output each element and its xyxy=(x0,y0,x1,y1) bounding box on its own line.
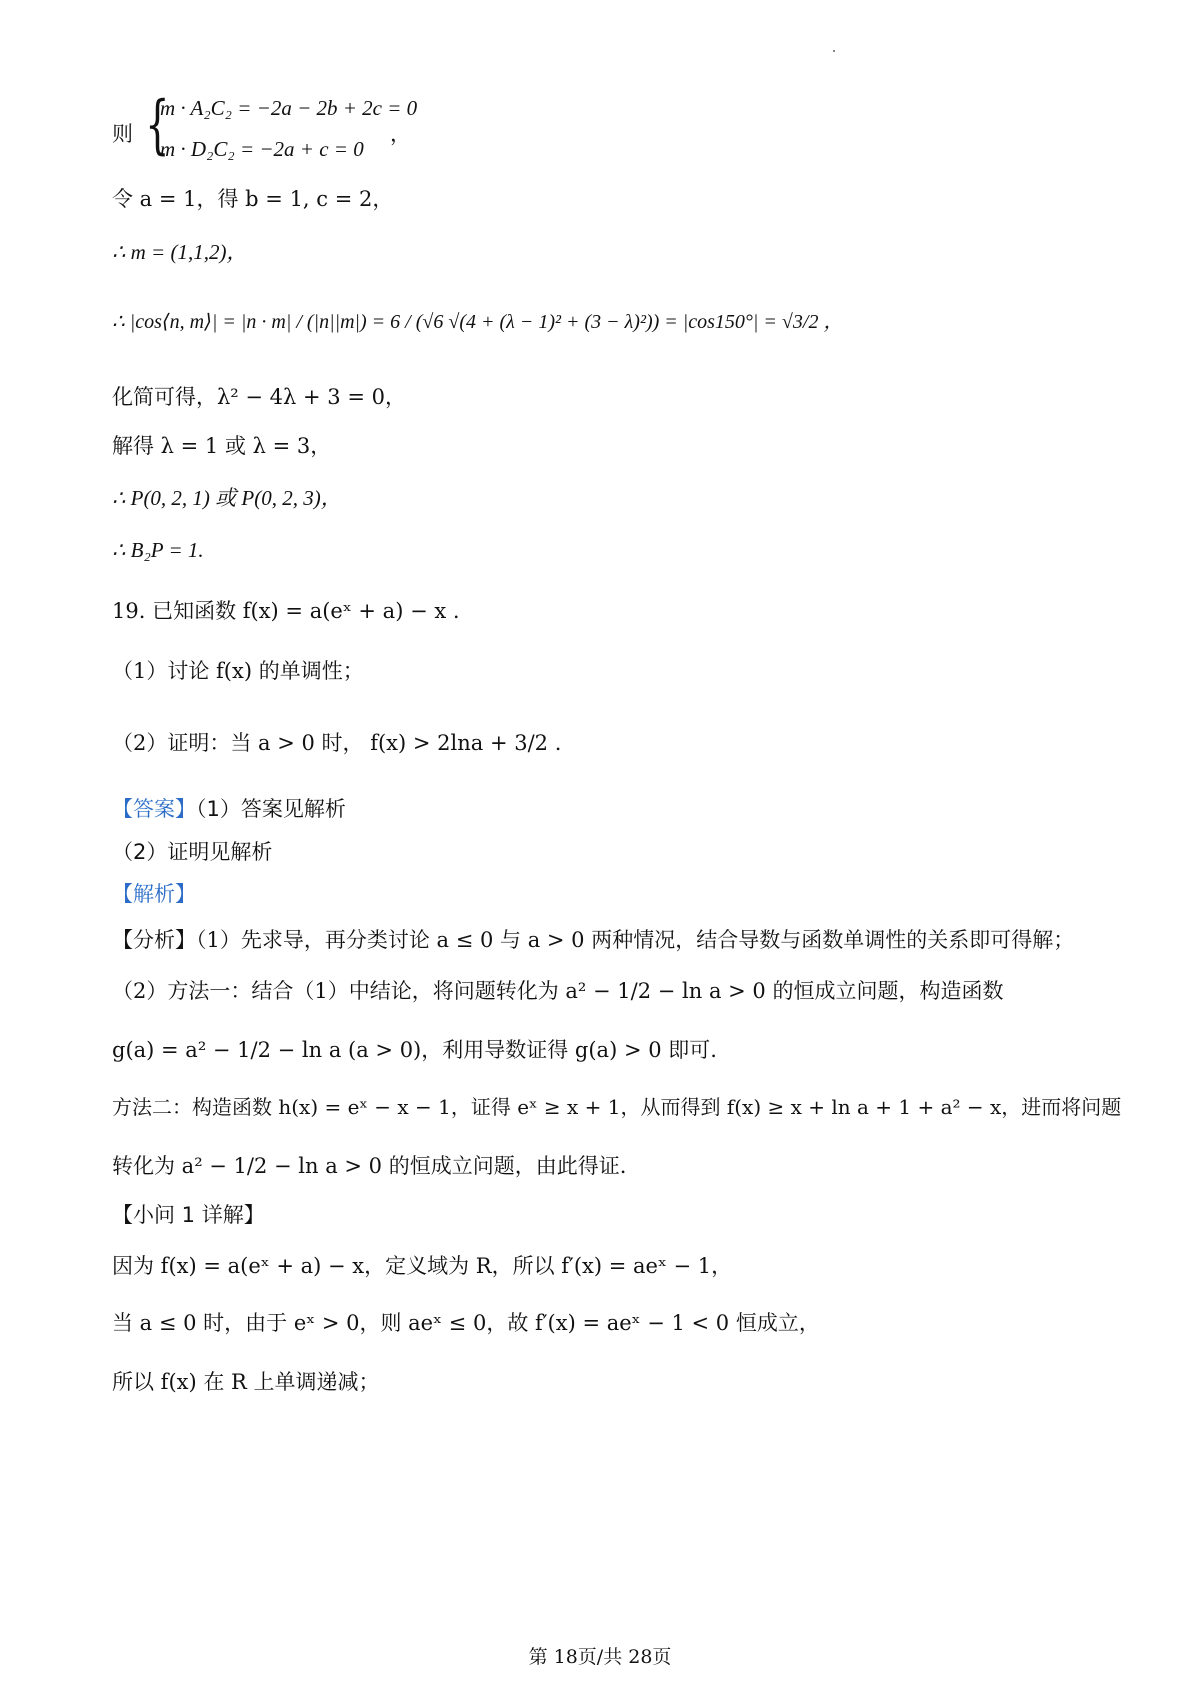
analysis-method2: 方法二：构造函数 h(x) = eˣ − x − 1，证得 eˣ ≥ x + 1，从而得到 f(x) ≥ x + ln a + 1 + a² − x，进而将问题 xyxy=(112,1095,1122,1119)
analysis-g-function: g(a) = a² − 1/2 − ln a (a > 0)，利用导数证得 g(a) > 0 即可. xyxy=(112,1038,717,1062)
line-system-label xyxy=(112,118,133,148)
line-let-a: 令 a = 1，得 b = 1, c = 2， xyxy=(112,187,394,211)
line-point-p: ∴ P(0, 2, 1) 或 P(0, 2, 3)， xyxy=(112,486,342,510)
line-solve-lambda: 解得 λ = 1 或 λ = 3， xyxy=(112,434,332,458)
scan-dot xyxy=(833,50,835,52)
question-19: 19. 已知函数 f(x) = a(eˣ + a) − x . xyxy=(112,599,460,623)
answer-line xyxy=(112,793,346,823)
page-footer: 第 18页/共 28页 xyxy=(528,1646,672,1668)
question-19-part2: （2）证明：当 a > 0 时， f(x) > 2lna + 3/2 . xyxy=(112,731,562,755)
subquestion-1-heading: 【小问 1 详解】 xyxy=(112,1203,265,1227)
question-19-part1: （1）讨论 f(x) 的单调性； xyxy=(112,659,364,683)
detail-derivative: 因为 f(x) = a(eˣ + a) − x，定义域为 R，所以 f′(x) = aeˣ − 1， xyxy=(112,1254,733,1278)
equation-comma: ， xyxy=(390,122,411,146)
answer-part2: （2）证明见解析 xyxy=(112,840,273,864)
equation-2: m · D₂C₂ = −2a + c = 0 xyxy=(160,137,364,161)
text-then: 则 xyxy=(112,122,133,146)
line-cos-formula: ∴ |cos⟨n, m⟩| = |n · m| / (|n||m|) = 6 / (√6 √(4 + (λ − 1)² + (3 − λ)²)) = |cos150°| = √3/2 ， xyxy=(112,311,844,333)
analysis-part1: 【分析】（1）先求导，再分类讨论 a ≤ 0 与 a > 0 两种情况，结合导数与函数单调性的关系即可得解； xyxy=(112,928,1075,952)
line-vector-m: ∴ m = (1,1,2)， xyxy=(112,240,248,264)
answer-text: （1）答案见解析 xyxy=(196,797,346,821)
analysis-method1: （2）方法一：结合（1）中结论，将问题转化为 a² − 1/2 − ln a > 0 的恒成立问题，构造函数 xyxy=(112,979,1004,1003)
line-b2p: ∴ B₂P = 1. xyxy=(112,538,204,562)
detail-decreasing: 所以 f(x) 在 R 上单调递减； xyxy=(112,1370,380,1394)
left-brace: { xyxy=(145,88,170,162)
line-simplify: 化简可得，λ² − 4λ + 3 = 0， xyxy=(112,385,406,409)
analysis-convert: 转化为 a² − 1/2 − ln a > 0 的恒成立问题，由此得证. xyxy=(112,1154,627,1178)
detail-case-a-nonpositive: 当 a ≤ 0 时，由于 eˣ > 0，则 aeˣ ≤ 0，故 f′(x) = aeˣ − 1 < 0 恒成立， xyxy=(112,1311,820,1335)
equation-1: m · A₂C₂ = −2a − 2b + 2c = 0 xyxy=(160,96,418,120)
analysis-tag: 【解析】 xyxy=(112,882,196,906)
answer-tag: 【答案】 xyxy=(112,797,196,821)
